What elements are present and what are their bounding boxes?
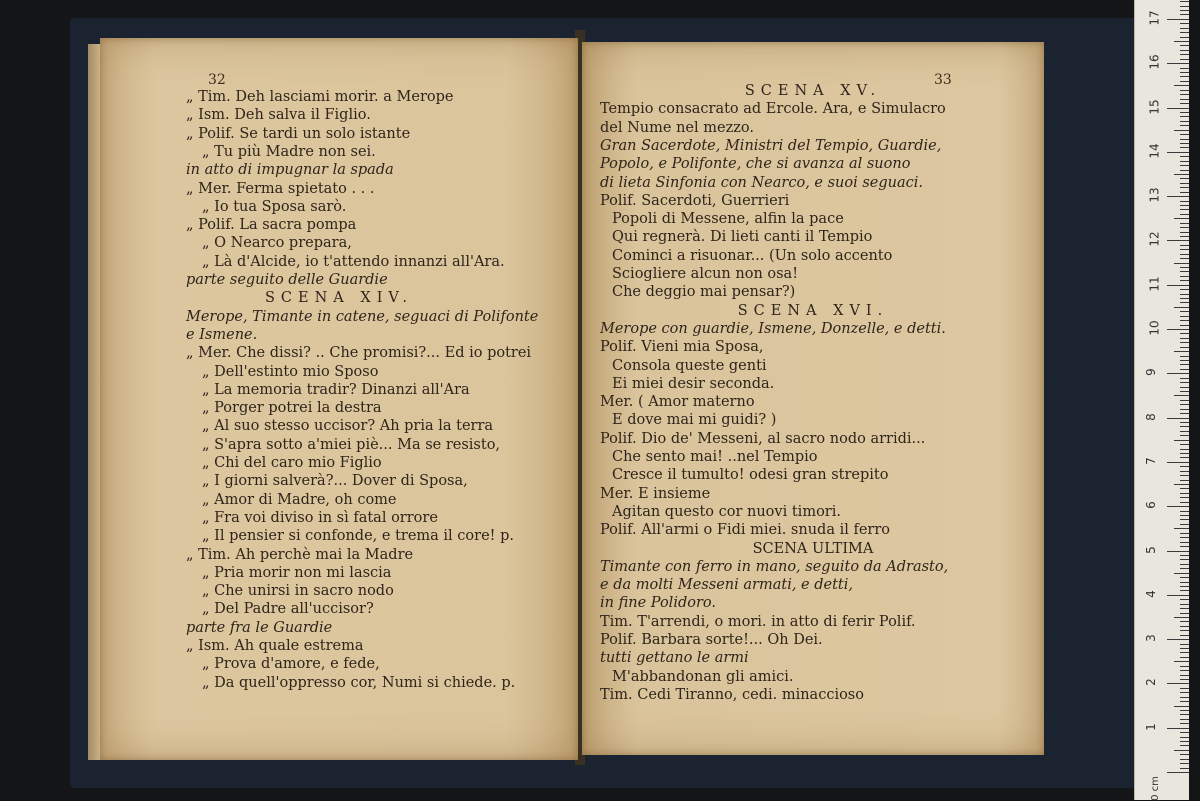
- right-page-line: Timante con ferro in mano, seguito da Adrasto,: [600, 558, 949, 575]
- ruler-tick: [1180, 559, 1189, 560]
- ruler-tick: [1174, 41, 1189, 42]
- ruler-tick: [1180, 542, 1189, 543]
- ruler-tick: [1167, 462, 1189, 463]
- left-page-line: „ Da quell'oppresso cor, Numi si chiede. p.: [202, 674, 516, 691]
- right-page-line: Cominci a risuonar... (Un solo accento: [612, 247, 893, 264]
- ruler-number: 8: [1143, 412, 1158, 421]
- ruler-tick: [1180, 267, 1189, 268]
- ruler-tick: [1180, 741, 1189, 742]
- ruler-tick: [1174, 706, 1189, 707]
- right-page-line: tutti gettano le armi: [600, 650, 749, 667]
- ruler-tick: [1180, 568, 1189, 569]
- ruler-tick: [1180, 59, 1189, 60]
- ruler-tick: [1180, 457, 1189, 458]
- ruler-tick: [1180, 1, 1189, 2]
- ruler-tick: [1180, 657, 1189, 658]
- ruler-tick: [1180, 23, 1189, 24]
- ruler-tick: [1180, 94, 1189, 95]
- ruler-tick: [1180, 409, 1189, 410]
- ruler-tick: [1180, 294, 1189, 295]
- ruler-tick: [1180, 6, 1189, 7]
- ruler-tick: [1180, 644, 1189, 645]
- left-page-line: in atto di impugnar la spada: [186, 162, 394, 179]
- ruler-tick: [1180, 701, 1189, 702]
- ruler-tick: [1180, 112, 1189, 113]
- ruler-tick: [1180, 10, 1189, 11]
- ruler-tick: [1180, 76, 1189, 77]
- ruler-tick: [1180, 404, 1189, 405]
- ruler-tick: [1167, 19, 1189, 20]
- ruler-tick: [1180, 692, 1189, 693]
- right-page: [582, 42, 1044, 755]
- ruler-tick: [1167, 373, 1189, 374]
- ruler-tick: [1180, 466, 1189, 467]
- ruler-tick: [1180, 710, 1189, 711]
- ruler-tick: [1174, 395, 1189, 396]
- ruler-tick: [1174, 661, 1189, 662]
- ruler-tick: [1180, 254, 1189, 255]
- ruler-tick: [1180, 125, 1189, 126]
- right-page-line: E dove mai mi guidi? ): [612, 412, 777, 429]
- left-page-line: „ Polif. La sacra pompa: [186, 217, 357, 234]
- ruler-tick: [1180, 143, 1189, 144]
- left-page-line: „ Tu più Madre non sei.: [202, 143, 376, 160]
- ruler-tick: [1180, 604, 1189, 605]
- left-page-line: „ La memoria tradir? Dinanzi all'Ara: [202, 381, 470, 398]
- right-page-line: Popoli di Messene, alfin la pace: [612, 211, 844, 228]
- left-page-line: „ Là d'Alcide, io t'attendo innanzi all'Ara.: [202, 253, 505, 270]
- ruler-tick: [1180, 276, 1189, 277]
- ruler-tick: [1180, 453, 1189, 454]
- ruler-tick: [1180, 488, 1189, 489]
- right-page-line: Tempio consacrato ad Ercole. Ara, e Simulacro: [600, 101, 946, 118]
- ruler-tick: [1180, 298, 1189, 299]
- ruler-tick: [1180, 555, 1189, 556]
- page-number-left: 32: [208, 72, 226, 88]
- ruler-tick: [1180, 333, 1189, 334]
- ruler-tick: [1180, 364, 1189, 365]
- ruler-tick: [1180, 590, 1189, 591]
- ruler-tick: [1174, 130, 1189, 131]
- ruler-tick: [1180, 338, 1189, 339]
- ruler-tick: [1180, 582, 1189, 583]
- ruler-number: 13: [1147, 187, 1162, 203]
- left-page-line: „ Dell'estinto mio Sposo: [202, 363, 379, 380]
- right-page-line: Ei miei desir seconda.: [612, 375, 775, 392]
- ruler-number: 7: [1143, 457, 1158, 465]
- ruler-tick: [1180, 192, 1189, 193]
- ruler-tick: [1180, 121, 1189, 122]
- right-page-line: Mer. ( Amor materno: [600, 394, 755, 411]
- ruler-tick: [1180, 139, 1189, 140]
- ruler-tick: [1180, 745, 1189, 746]
- right-page-line: Sciogliere alcun non osa!: [612, 266, 799, 282]
- ruler-tick: [1180, 444, 1189, 445]
- ruler-tick: [1180, 621, 1189, 622]
- left-page-line: „ Pria morir non mi lascia: [202, 564, 392, 581]
- ruler-tick: [1180, 519, 1189, 520]
- ruler-tick: [1180, 54, 1189, 55]
- ruler-number: 12: [1147, 231, 1162, 248]
- ruler-tick: [1174, 85, 1189, 86]
- ruler-tick: [1180, 214, 1189, 215]
- ruler-unit-label: 0 cm: [1149, 776, 1161, 801]
- ruler-tick: [1180, 613, 1189, 614]
- ruler-tick: [1174, 528, 1189, 529]
- right-page-line: Polif. Barbara sorte!... Oh Dei.: [600, 632, 823, 648]
- ruler-tick: [1180, 449, 1189, 450]
- left-page-line: „ Mer. Ferma spietato . . .: [186, 180, 375, 197]
- ruler-tick: [1180, 289, 1189, 290]
- ruler-tick: [1180, 342, 1189, 343]
- ruler-tick: [1180, 227, 1189, 228]
- ruler-number: 14: [1147, 143, 1162, 159]
- ruler-tick: [1167, 108, 1189, 109]
- ruler-tick: [1180, 45, 1189, 46]
- ruler-number: 3: [1143, 634, 1158, 642]
- left-page-line: „ Tim. Deh lasciami morir. a Merope: [186, 89, 454, 105]
- ruler-tick: [1167, 196, 1189, 197]
- ruler-tick: [1180, 546, 1189, 547]
- ruler-tick: [1180, 577, 1189, 578]
- ruler-tick: [1180, 497, 1189, 498]
- left-page-line: SCENA XIV.: [265, 290, 413, 307]
- left-page-line: „ Il pensier si confonde, e trema il core! p.: [202, 528, 514, 545]
- left-page-line: „ Prova d'amore, e fede,: [202, 656, 380, 673]
- right-page-line: Polif. All'armi o Fidi miei. snuda il ferro: [600, 522, 891, 539]
- right-page-line: SCENA XV.: [744, 83, 882, 99]
- right-page-line: Polif. Dio de' Messeni, al sacro nodo arridi...: [600, 430, 926, 447]
- ruler-tick: [1180, 147, 1189, 148]
- right-page-line: Popolo, e Polifonte, che si avanza al suono: [600, 156, 911, 173]
- ruler-tick: [1180, 719, 1189, 720]
- ruler-tick: [1180, 688, 1189, 689]
- ruler-tick: [1167, 551, 1189, 552]
- ruler-tick: [1180, 161, 1189, 162]
- ruler-tick: [1180, 165, 1189, 166]
- ruler-tick: [1180, 670, 1189, 671]
- ruler-tick: [1180, 732, 1189, 733]
- ruler-number: 4: [1143, 589, 1158, 598]
- ruler-tick: [1180, 369, 1189, 370]
- ruler-tick: [1180, 178, 1189, 179]
- ruler-tick: [1180, 679, 1189, 680]
- right-page-line: SCENA XVI.: [737, 302, 889, 319]
- left-page-line: parte fra le Guardie: [186, 619, 333, 636]
- ruler-tick: [1180, 630, 1189, 631]
- ruler-tick: [1180, 302, 1189, 303]
- ruler-tick: [1174, 573, 1189, 574]
- ruler-number: 16: [1147, 54, 1162, 70]
- ruler-tick: [1174, 307, 1189, 308]
- ruler-tick: [1167, 639, 1189, 640]
- ruler-tick: [1180, 666, 1189, 667]
- ruler-tick: [1180, 280, 1189, 281]
- ruler-tick: [1180, 360, 1189, 361]
- right-page-line: Cresce il tumulto! odesi gran strepito: [612, 467, 889, 484]
- ruler-tick: [1180, 81, 1189, 82]
- ruler-number: 2: [1143, 678, 1158, 687]
- ruler-tick: [1180, 502, 1189, 503]
- ruler-tick: [1180, 754, 1189, 755]
- ruler-tick: [1180, 14, 1189, 15]
- ruler-tick: [1174, 174, 1189, 175]
- ruler-tick: [1180, 356, 1189, 357]
- ruler-tick: [1167, 728, 1189, 729]
- right-page-line: Merope con guardie, Ismene, Donzelle, e detti.: [600, 320, 946, 337]
- ruler-tick: [1180, 648, 1189, 649]
- right-page-line: Gran Sacerdote, Ministri del Tempio, Guardie,: [600, 137, 942, 154]
- ruler-number: 11: [1147, 276, 1162, 292]
- left-page-line: „ Ism. Ah quale estrema: [186, 638, 364, 654]
- ruler-tick: [1167, 683, 1189, 684]
- ruler-tick: [1167, 772, 1189, 773]
- left-page-line: „ Porger potrei la destra: [202, 400, 382, 417]
- right-page-line: Tim. T'arrendi, o mori. in atto di ferir Polif.: [600, 613, 916, 630]
- ruler-tick: [1174, 263, 1189, 264]
- ruler-tick: [1180, 50, 1189, 51]
- ruler-tick: [1180, 763, 1189, 764]
- ruler-tick: [1180, 311, 1189, 312]
- ruler-tick: [1167, 329, 1189, 330]
- ruler-tick: [1180, 183, 1189, 184]
- ruler-tick: [1180, 635, 1189, 636]
- right-page-line: SCENA ULTIMA: [752, 540, 874, 557]
- left-page-line: „ Chi del caro mio Figlio: [202, 455, 382, 471]
- ruler-tick: [1180, 28, 1189, 29]
- ruler-tick: [1180, 325, 1189, 326]
- ruler-tick: [1174, 218, 1189, 219]
- ruler-tick: [1180, 413, 1189, 414]
- ruler-tick: [1180, 435, 1189, 436]
- left-page-line: e Ismene.: [186, 326, 258, 343]
- right-page-line: di lieta Sinfonia con Nearco, e suoi seguaci.: [600, 174, 924, 191]
- ruler-tick: [1180, 599, 1189, 600]
- ruler-tick: [1180, 378, 1189, 379]
- right-page-line: Agitan questo cor nuovi timori.: [612, 503, 841, 520]
- ruler-tick: [1180, 533, 1189, 534]
- ruler-tick: [1180, 391, 1189, 392]
- ruler-tick: [1180, 714, 1189, 715]
- ruler-tick: [1180, 156, 1189, 157]
- ruler-tick: [1180, 72, 1189, 73]
- ruler-tick: [1180, 187, 1189, 188]
- ruler-tick: [1180, 103, 1189, 104]
- ruler-tick: [1180, 422, 1189, 423]
- left-page-line: „ Mer. Che dissi? .. Che promisi?... Ed io potrei: [186, 345, 532, 362]
- ruler-tick: [1180, 68, 1189, 69]
- ruler-tick: [1180, 134, 1189, 135]
- ruler-tick: [1180, 737, 1189, 738]
- ruler-tick: [1174, 617, 1189, 618]
- ruler-number: 5: [1143, 545, 1158, 554]
- ruler-tick: [1180, 626, 1189, 627]
- ruler-tick: [1174, 750, 1189, 751]
- left-page-line: Merope, Timante in catene, seguaci di Polifonte: [186, 308, 539, 325]
- left-page-line: „ Fra voi diviso in sì fatal orrore: [202, 509, 438, 526]
- left-page-line: „ Del Padre all'uccisor?: [202, 601, 374, 618]
- left-page-line: „ Al suo stesso uccisor? Ah pria la terra: [202, 418, 494, 435]
- right-page-line: Qui regnerà. Di lieti canti il Tempio: [612, 229, 873, 246]
- ruler-number: 17: [1147, 10, 1162, 26]
- ruler-tick: [1180, 90, 1189, 91]
- ruler-tick: [1167, 240, 1189, 241]
- ruler-tick: [1180, 249, 1189, 250]
- ruler-tick: [1180, 768, 1189, 769]
- ruler-number: 6: [1143, 501, 1158, 510]
- ruler-tick: [1174, 351, 1189, 352]
- ruler-tick: [1180, 382, 1189, 383]
- ruler-tick: [1180, 586, 1189, 587]
- ruler-tick: [1180, 723, 1189, 724]
- left-page-line: „ S'apra sotto a'miei piè... Ma se resisto,: [202, 436, 501, 453]
- ruler-tick: [1180, 515, 1189, 516]
- ruler-tick: [1167, 418, 1189, 419]
- right-page-line: Mer. E insieme: [600, 485, 711, 502]
- ruler-tick: [1180, 236, 1189, 237]
- ruler-tick: [1174, 484, 1189, 485]
- ruler-number: 9: [1143, 368, 1158, 377]
- left-page-line: „ Io tua Sposa sarò.: [202, 198, 347, 215]
- ruler-tick: [1167, 595, 1189, 596]
- ruler-tick: [1180, 480, 1189, 481]
- ruler-tick: [1180, 201, 1189, 202]
- page-number-right: 33: [934, 72, 952, 88]
- ruler-tick: [1167, 152, 1189, 153]
- ruler-tick: [1167, 506, 1189, 507]
- ruler-number: 10: [1147, 320, 1162, 336]
- right-page-line: Consola queste genti: [612, 357, 767, 374]
- ruler-tick: [1180, 537, 1189, 538]
- ruler-tick: [1180, 99, 1189, 100]
- right-page-line: Polif. Vieni mia Sposa,: [600, 339, 764, 356]
- ruler-tick: [1180, 271, 1189, 272]
- ruler-tick: [1167, 285, 1189, 286]
- ruler-tick: [1180, 608, 1189, 609]
- ruler-tick: [1180, 223, 1189, 224]
- ruler-tick: [1180, 205, 1189, 206]
- ruler-tick: [1180, 697, 1189, 698]
- left-page-line: „ I giorni salverà?... Dover di Sposa,: [202, 473, 468, 490]
- ruler-tick: [1180, 170, 1189, 171]
- ruler-tick: [1180, 400, 1189, 401]
- ruler-tick: [1180, 320, 1189, 321]
- ruler-tick: [1180, 759, 1189, 760]
- ruler-tick: [1180, 32, 1189, 33]
- left-page-line: „ O Nearco prepara,: [202, 235, 352, 252]
- ruler-tick: [1180, 475, 1189, 476]
- ruler-tick: [1180, 493, 1189, 494]
- ruler-tick: [1180, 675, 1189, 676]
- right-page-line: Polif. Sacerdoti, Guerrieri: [600, 192, 790, 209]
- left-page: [100, 38, 578, 760]
- right-page-line: e da molti Messeni armati, e detti,: [600, 577, 853, 594]
- ruler-tick: [1180, 209, 1189, 210]
- ruler-tick: [1167, 63, 1189, 64]
- ruler-tick: [1174, 440, 1189, 441]
- ruler-tick: [1180, 116, 1189, 117]
- ruler-number: 1: [1143, 722, 1158, 731]
- ruler-tick: [1180, 347, 1189, 348]
- ruler-tick: [1180, 652, 1189, 653]
- ruler-tick: [1180, 511, 1189, 512]
- left-page-line: parte seguito delle Guardie: [186, 272, 388, 288]
- right-page-line: M'abbandonan gli amici.: [612, 668, 794, 685]
- left-page-line: „ Polif. Se tardi un solo istante: [186, 125, 411, 142]
- left-page-line: „ Ism. Deh salva il Figlio.: [186, 107, 371, 124]
- left-page-line: „ Che unirsi in sacro nodo: [202, 583, 394, 600]
- right-page-line: Che deggio mai pensar?): [612, 284, 796, 301]
- right-page-line: Tim. Cedi Tiranno, cedi. minaccioso: [600, 686, 864, 703]
- left-page-line: „ Tim. Ah perchè mai la Madre: [186, 546, 414, 563]
- left-page-line: „ Amor di Madre, oh come: [202, 491, 397, 508]
- ruler-tick: [1180, 245, 1189, 246]
- ruler-number: 15: [1147, 98, 1162, 115]
- ruler-tick: [1180, 524, 1189, 525]
- right-page-line: in fine Polidoro.: [600, 595, 716, 612]
- ruler-tick: [1180, 232, 1189, 233]
- ruler-tick: [1180, 426, 1189, 427]
- right-page-line: Che sento mai! ..nel Tempio: [612, 449, 818, 465]
- ruler-tick: [1180, 564, 1189, 565]
- ruler-tick: [1180, 37, 1189, 38]
- ruler-tick: [1180, 471, 1189, 472]
- measuring-ruler: [1134, 0, 1189, 800]
- ruler-tick: [1180, 258, 1189, 259]
- ruler-tick: [1180, 316, 1189, 317]
- right-page-line: del Nume nel mezzo.: [600, 119, 754, 136]
- ruler-tick: [1180, 431, 1189, 432]
- ruler-tick: [1180, 387, 1189, 388]
